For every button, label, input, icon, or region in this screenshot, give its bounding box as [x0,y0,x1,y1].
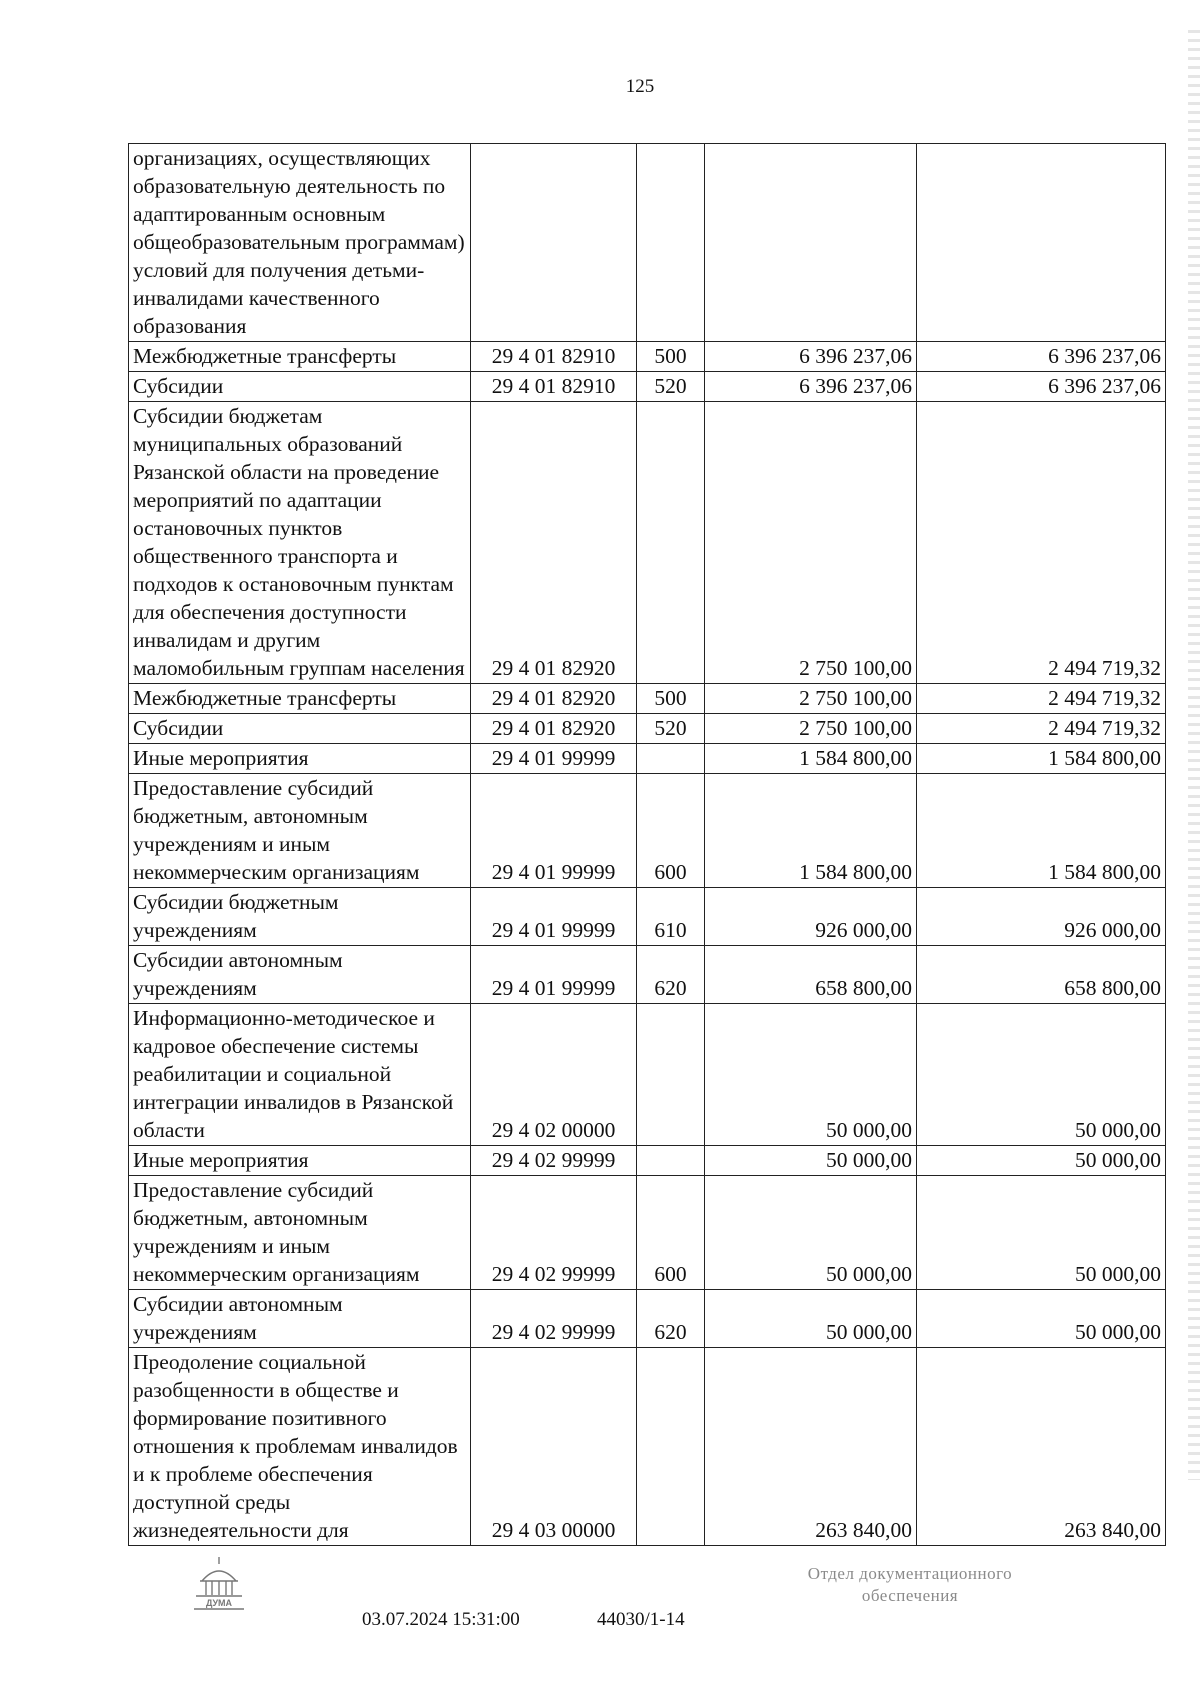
row-type-cell: 500 [637,342,705,372]
footer-doc-number: 44030/1-14 [597,1609,685,1630]
row-type-cell [637,1004,705,1146]
table-row [129,1004,1166,1146]
table-row [129,1176,1166,1290]
row-name-cell: организациях, осуществляющих образовательную деятельность по адаптированным основным общеобразовательным программам) условий для получения детьми-инвалидами качественного образования [129,144,471,342]
row-code-cell: 29 4 01 82910 [471,372,637,402]
row-plan-cell: 658 800,00 [705,946,917,1004]
row-fact-cell: 926 000,00 [917,888,1166,946]
row-code-cell: 29 4 01 82920 [471,714,637,744]
row-name-cell: Предоставление субсидий бюджетным, автономным учреждениям и иным некоммерческим организациям [129,1176,471,1290]
row-type-cell: 600 [637,1176,705,1290]
row-code-cell: 29 4 01 82910 [471,342,637,372]
row-fact-cell: 50 000,00 [917,1176,1166,1290]
row-code-cell: 29 4 01 82920 [471,402,637,684]
row-plan-cell: 6 396 237,06 [705,372,917,402]
row-type-cell: 620 [637,1290,705,1348]
row-fact-cell: 2 494 719,32 [917,684,1166,714]
table-row [129,946,1166,1004]
row-name-cell: Субсидии [129,714,471,744]
stamp-line-2: обеспечения [861,1586,959,1605]
row-code-cell: 29 4 03 00000 [471,1348,637,1546]
table-row [129,744,1166,774]
row-name-cell: Субсидии автономным учреждениям [129,1290,471,1348]
row-fact-cell: 50 000,00 [917,1290,1166,1348]
row-fact-cell [917,144,1166,342]
row-type-cell [637,744,705,774]
row-fact-cell: 1 584 800,00 [917,774,1166,888]
row-fact-cell: 50 000,00 [917,1004,1166,1146]
row-plan-cell: 50 000,00 [705,1146,917,1176]
row-type-cell [637,1348,705,1546]
row-code-cell: 29 4 01 99999 [471,946,637,1004]
row-fact-cell: 50 000,00 [917,1146,1166,1176]
row-type-cell: 620 [637,946,705,1004]
row-code-cell: 29 4 02 00000 [471,1004,637,1146]
row-plan-cell: 2 750 100,00 [705,402,917,684]
row-name-cell: Субсидии [129,372,471,402]
table-row [129,372,1166,402]
row-type-cell: 520 [637,714,705,744]
row-fact-cell: 263 840,00 [917,1348,1166,1546]
row-type-cell: 520 [637,372,705,402]
row-plan-cell: 263 840,00 [705,1348,917,1546]
row-name-cell: Субсидии бюджетным учреждениям [129,888,471,946]
table-row [129,888,1166,946]
row-plan-cell: 1 584 800,00 [705,774,917,888]
row-name-cell: Субсидии автономным учреждениям [129,946,471,1004]
row-type-cell [637,402,705,684]
row-plan-cell: 2 750 100,00 [705,684,917,714]
table-row [129,684,1166,714]
row-name-cell: Иные мероприятия [129,1146,471,1176]
footer-datetime: 03.07.2024 15:31:00 [362,1609,520,1630]
row-plan-cell: 50 000,00 [705,1290,917,1348]
row-code-cell: 29 4 01 99999 [471,774,637,888]
row-name-cell: Субсидии бюджетам муниципальных образований Рязанской области на проведение мероприятий по адаптации остановочных пунктов общественного транспорта и подходов к остановочным пунктам для обеспечения доступности инвалидам и другим маломобильным группам населения [129,402,471,684]
row-fact-cell: 658 800,00 [917,946,1166,1004]
table-row [129,144,1166,342]
row-plan-cell: 2 750 100,00 [705,714,917,744]
row-name-cell: Преодоление социальной разобщенности в обществе и формирование позитивного отношения к проблемам инвалидов и к проблеме обеспечения доступной среды жизнедеятельности для [129,1348,471,1546]
row-type-cell: 500 [637,684,705,714]
table-row [129,774,1166,888]
row-type-cell [637,1146,705,1176]
logo-text: ДУМА [205,1598,233,1608]
row-type-cell: 600 [637,774,705,888]
row-code-cell: 29 4 01 82920 [471,684,637,714]
row-name-cell: Межбюджетные трансферты [129,342,471,372]
page-number: 125 [625,76,655,97]
row-plan-cell: 926 000,00 [705,888,917,946]
row-plan-cell: 50 000,00 [705,1004,917,1146]
row-type-cell [637,144,705,342]
table-row [129,1290,1166,1348]
stamp-line-1: Отдел документационного [807,1564,1013,1583]
row-name-cell: Предоставление субсидий бюджетным, автономным учреждениям и иным некоммерческим организациям [129,774,471,888]
row-fact-cell: 6 396 237,06 [917,372,1166,402]
row-fact-cell: 2 494 719,32 [917,714,1166,744]
scan-edge-artifact [1188,30,1200,1480]
table-row [129,402,1166,684]
row-type-cell: 610 [637,888,705,946]
department-stamp [740,1563,1080,1607]
row-code-cell: 29 4 02 99999 [471,1290,637,1348]
table-row [129,1146,1166,1176]
row-name-cell: Иные мероприятия [129,744,471,774]
table-row [129,342,1166,372]
table-row [129,1348,1166,1546]
table-row [129,714,1166,744]
row-plan-cell [705,144,917,342]
row-code-cell: 29 4 01 99999 [471,744,637,774]
row-fact-cell: 1 584 800,00 [917,744,1166,774]
row-plan-cell: 1 584 800,00 [705,744,917,774]
row-fact-cell: 2 494 719,32 [917,402,1166,684]
row-name-cell: Межбюджетные трансферты [129,684,471,714]
budget-table [128,143,1166,1546]
row-plan-cell: 6 396 237,06 [705,342,917,372]
row-code-cell: 29 4 02 99999 [471,1146,637,1176]
row-fact-cell: 6 396 237,06 [917,342,1166,372]
row-code-cell: 29 4 02 99999 [471,1176,637,1290]
budget-table-body [129,144,1166,1546]
row-code-cell: 29 4 01 99999 [471,888,637,946]
row-plan-cell: 50 000,00 [705,1176,917,1290]
row-name-cell: Информационно-методическое и кадровое обеспечение системы реабилитации и социальной интеграции инвалидов в Рязанской области [129,1004,471,1146]
row-code-cell [471,144,637,342]
duma-building-icon [190,1555,248,1611]
